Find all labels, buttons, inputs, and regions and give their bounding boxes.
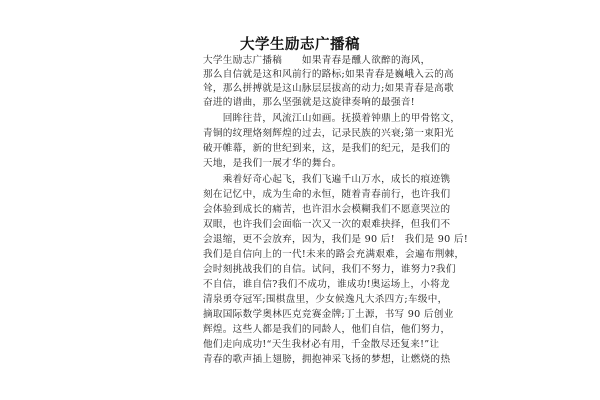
text-line: 不自信，谁自信?我们不成功，谁成功!奥运场上，小将龙 — [203, 279, 451, 290]
text-line: 我们是自信向上的一代!未来的路会充满艰难，会遍布荆棘， — [203, 249, 465, 260]
text-line: 双眼，也许我们会面临一次又一次的艰难抉择，但我们不 — [203, 219, 451, 230]
text-line: 他们走向成功!“天生我材必有用，千金散尽还复来!”让 — [203, 339, 440, 350]
text-line: 大学生励志广播稿 如果青春是醺人欲醉的海风， — [203, 55, 431, 66]
text-line: 青铜的纹理烙刻辉煌的过去，记录民族的兴衰;第一束阳光 — [203, 128, 454, 139]
text-line: 乘着好奇心起飞，我们飞遍千山万水，成长的痕迹镌 — [203, 174, 451, 185]
text-line: 奋进的谱曲，那么坚强就是这旋律奏响的最强音! — [203, 97, 415, 108]
text-line: 会退缩，更不会放弃，因为，我们是 90 后! 我们是 90 后! — [203, 234, 468, 245]
text-line: 回眸往昔，风流江山如画。抚摸着钟鼎上的甲骨铭文， — [203, 113, 461, 124]
text-line: 清泉勇夺冠军;围棋盘里，少女候逸凡大杀四方;车级中， — [203, 294, 448, 305]
text-line: 青春的歌声插上翅膀，拥抱神采飞扬的梦想，让燃烧的热 — [203, 354, 451, 365]
text-line: 那么自信就是这和风前行的路标;如果青春是巍峨入云的高 — [203, 69, 454, 80]
text-line: 会体验到成长的痛苦，也许泪水会模糊我们不愿意哭泣的 — [203, 204, 451, 215]
text-line: 天地，是我们一展才华的舞台。 — [203, 158, 342, 169]
text-line: 摘取国际数学奥林匹克竞赛金牌;丁土源，书写 90 后创业 — [203, 309, 454, 320]
text-line: 耸，那么拼搏就是这山脉层层拔高的动力;如果青春是高歌 — [203, 83, 454, 94]
text-line: 刻在记忆中，成为生命的永恒，随着青春前行，也许我们 — [203, 189, 451, 200]
document-title: 大学生励志广播稿 — [240, 37, 360, 53]
text-line: 破开帷幕，新的世纪到来，这，是我们的纪元，是我们的 — [203, 143, 451, 154]
text-line: 会时刻挑战我们的自信。试问，我们不努力，谁努力?我们 — [203, 264, 456, 275]
text-line: 辉煌。这些人都是我们的同龄人，他们自信，他们努力， — [203, 324, 451, 335]
